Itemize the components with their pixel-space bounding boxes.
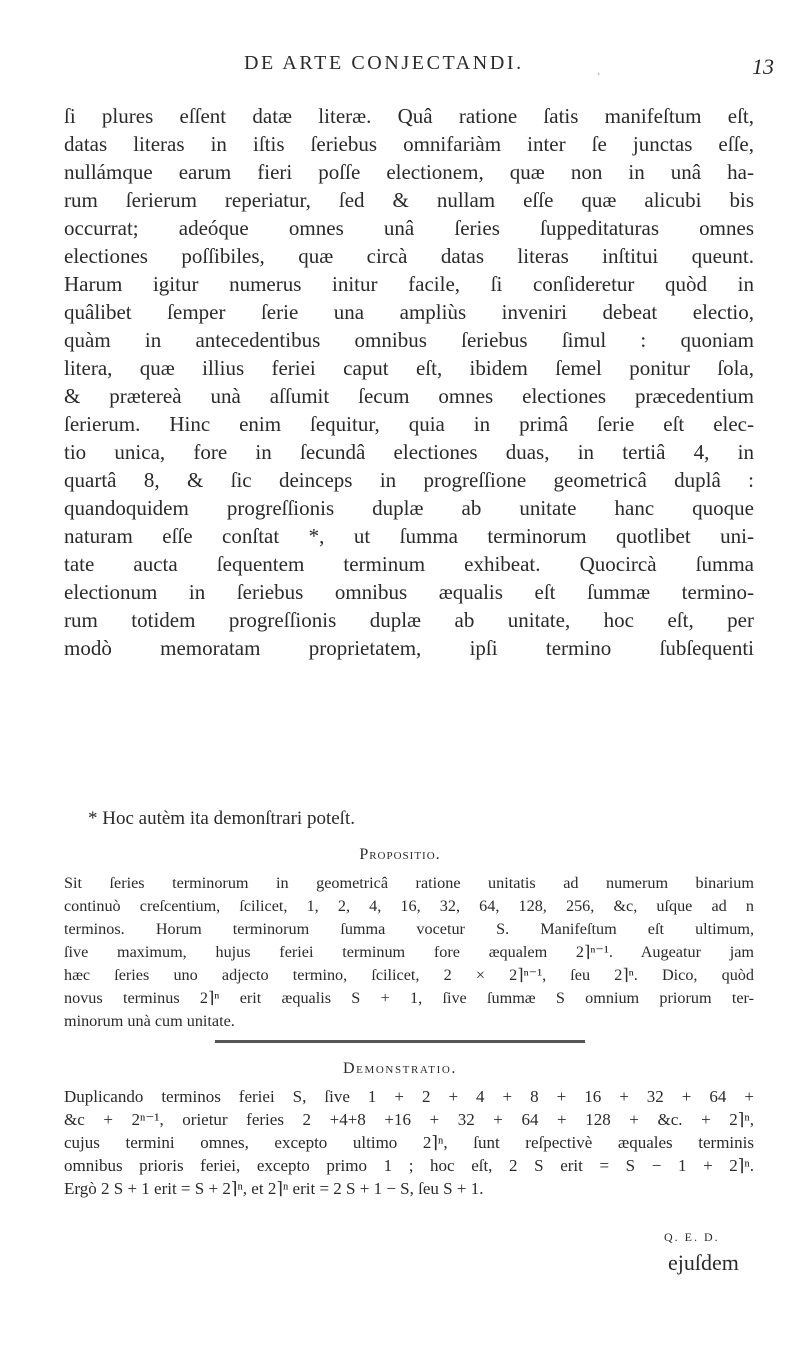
text-line: naturam eſſe conſtat *, ut ſumma terminorum quotlibet uni- (64, 524, 754, 548)
text-line: litera, quæ illius feriei caput eſt, ibidem ſemel ponitur ſola, (64, 356, 754, 380)
text-line: tio unica, fore in ſecundâ electiones duas, in tertiâ 4, in (64, 440, 754, 464)
propositio-line: terminos. Horum terminorum ſumma vocetur S. Manifeſtum eſt ultimum, (64, 920, 754, 938)
running-head (0, 50, 800, 84)
section-divider (215, 1040, 585, 1043)
demonstratio-heading: Demonstratio. (343, 1060, 457, 1077)
text-line: quâlibet ſemper ſerie una ampliùs inveniri debeat electio, (64, 300, 754, 324)
catchword: ejuſdem (668, 1250, 739, 1275)
propositio-line: hæc ſeries uno adjecto termino, ſcilicet, 2 × 2⌉ⁿ⁻¹, ſeu 2⌉ⁿ. Dico, quòd (64, 966, 754, 984)
propositio-line: Sit ſeries terminorum in geometricâ ratione unitatis ad numerum binarium (64, 874, 754, 892)
text-line: rum totidem progreſſionis duplæ ab unitate, hoc eſt, per (64, 608, 754, 632)
demonstratio-line: omnibus prioris feriei, excepto primo 1 ; hoc eſt, 2 S erit = S − 1 + 2⌉ⁿ. (64, 1156, 754, 1175)
stray-mark: ‚ (597, 66, 601, 77)
propositio-line: novus terminus 2⌉ⁿ erit æqualis S + 1, ſive ſummæ S omnium priorum ter- (64, 989, 754, 1007)
demonstratio-text (64, 1085, 754, 1200)
qed-mark: Q. E. D. (664, 1230, 720, 1244)
page-number: 13 (752, 54, 774, 79)
text-line: electiones poſſibiles, quæ circà datas literas inſtitui queunt. (64, 244, 754, 268)
text-line: & prætereà unà aſſumit ſecum omnes electiones præcedentium (64, 384, 754, 408)
text-line: Harum igitur numerus initur facile, ſi conſideretur quòd in (64, 272, 754, 296)
main-text (64, 102, 754, 662)
text-line: rum ſerierum reperiatur, ſed & nullam eſſe quæ alicubi bis (64, 188, 754, 212)
text-line: quartâ 8, & ſic deinceps in progreſſione geometricâ duplâ : (64, 468, 754, 492)
text-line: datas literas in iſtis ſeriebus omnifariàm inter ſe junctas eſſe, (64, 132, 754, 156)
demonstratio-line: cujus termini omnes, excepto ultimo 2⌉ⁿ, ſunt reſpectivè æquales terminis (64, 1133, 754, 1152)
text-line: tate aucta ſequentem terminum exhibeat. Quocircà ſumma (64, 552, 754, 576)
footnote (88, 808, 355, 830)
text-line: electionum in ſeriebus omnibus æqualis eſt ſummæ termino- (64, 580, 754, 604)
text-line: nullámque earum fieri poſſe electionem, quæ non in unâ ha- (64, 160, 754, 184)
running-title: DE ARTE CONJECTANDI. (244, 52, 524, 74)
propositio-heading: Propositio. (359, 846, 441, 863)
propositio-text (64, 872, 754, 1033)
propositio-line: minorum unà cum unitate. (64, 1012, 235, 1030)
demonstratio-line: &c + 2ⁿ⁻¹, orietur feries 2 +4+8 +16 + 32 + 64 + 128 + &c. + 2⌉ⁿ, (64, 1110, 754, 1129)
footnote-marker: * (88, 808, 98, 829)
text-line: modò memoratam proprietatem, ipſi termino ſubſequenti (64, 636, 754, 660)
text-line: quandoquidem progreſſionis duplæ ab unitate hanc quoque (64, 496, 754, 520)
text-line: occurrat; adeóque omnes unâ ſeries ſuppeditaturas omnes (64, 216, 754, 240)
text-line: quàm in antecedentibus omnibus ſeriebus ſimul : quoniam (64, 328, 754, 352)
propositio-line: ſive maximum, hujus feriei terminum fore æqualem 2⌉ⁿ⁻¹. Augeatur jam (64, 943, 754, 961)
demonstratio-line: Duplicando terminos feriei S, ſive 1 + 2 + 4 + 8 + 16 + 32 + 64 + (64, 1087, 754, 1106)
propositio-line: continuò creſcentium, ſcilicet, 1, 2, 4, 16, 32, 64, 128, 256, &c, uſque ad n (64, 897, 754, 915)
footnote-text: Hoc autèm ita demonſtrari poteſt. (102, 808, 355, 829)
text-line: ſi plures eſſent datæ literæ. Quâ ratione ſatis manifeſtum eſt, (64, 104, 754, 128)
text-line: ſerierum. Hinc enim ſequitur, quia in primâ ſerie eſt elec- (64, 412, 754, 436)
demonstratio-line: Ergò 2 S + 1 erit = S + 2⌉ⁿ, et 2⌉ⁿ erit = 2 S + 1 − S, ſeu S + 1. (64, 1179, 484, 1198)
